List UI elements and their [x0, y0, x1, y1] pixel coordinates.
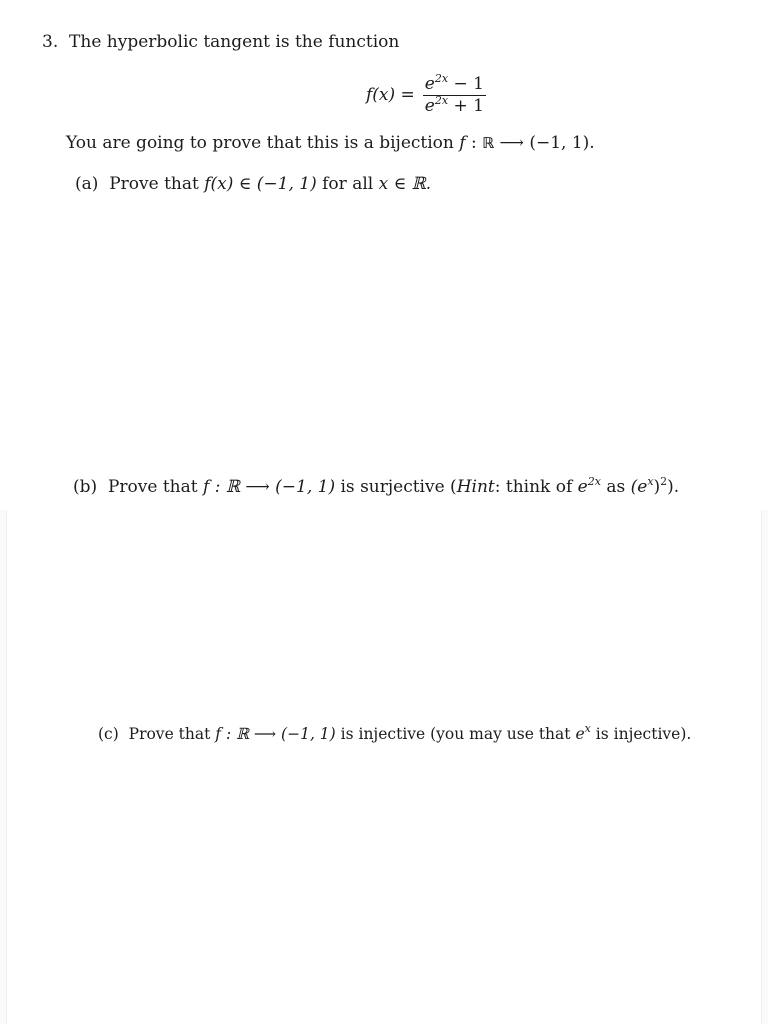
- part-c: (c) Prove that f : ℝ ⟶ (−1, 1) is injective (you may use that $e^x$ is injective).: [98, 722, 692, 743]
- formula-lhs: f(x) =: [366, 85, 415, 105]
- part-b: (b) Prove that f : ℝ ⟶ (−1, 1) is surjective (Hint: think of $e^{2x}$ as $(e^x)^2$).: [73, 475, 680, 497]
- part-a-label: (a): [75, 174, 99, 194]
- formula-numerator: $e^{2x} - 1$: [424, 71, 484, 94]
- part-a-math2: x ∈ ℝ.: [378, 174, 432, 194]
- part-b-math: f : ℝ ⟶ (−1, 1): [203, 477, 336, 497]
- problem-intro: The hyperbolic tangent is the function: [69, 32, 400, 52]
- part-b-text: Prove that: [107, 477, 203, 497]
- part-b-label: (b): [73, 477, 98, 497]
- statement-interval: (−1, 1).: [529, 133, 595, 153]
- part-b-hint-label: Hint: [456, 477, 495, 497]
- problem-header: [42, 32, 399, 52]
- problem-number: 3.: [42, 32, 59, 52]
- formula-denominator: $e^{2x} + 1$: [424, 93, 484, 116]
- formula-fraction: [423, 71, 486, 117]
- part-c-math: f : ℝ ⟶ (−1, 1): [215, 725, 336, 743]
- part-a-math: f(x) ∈ (−1, 1): [204, 174, 317, 194]
- page-edge-left: [0, 510, 7, 1024]
- part-a: (a) Prove that f(x) ∈ (−1, 1) for all x ∈ ℝ.: [75, 174, 432, 194]
- statement-reals: ℝ: [482, 134, 495, 152]
- problem-statement: You are going to prove that this is a bijection f : ℝ ⟶ (−1, 1).: [66, 133, 595, 153]
- statement-f: f: [459, 133, 466, 153]
- statement-text: You are going to prove that this is a bijection: [66, 133, 460, 153]
- part-a-text: Prove that: [109, 174, 205, 194]
- part-c-text: Prove that: [128, 725, 216, 743]
- formula-tanh: [366, 70, 486, 120]
- page-edge-right: [761, 510, 768, 1024]
- part-c-label: (c): [98, 725, 119, 743]
